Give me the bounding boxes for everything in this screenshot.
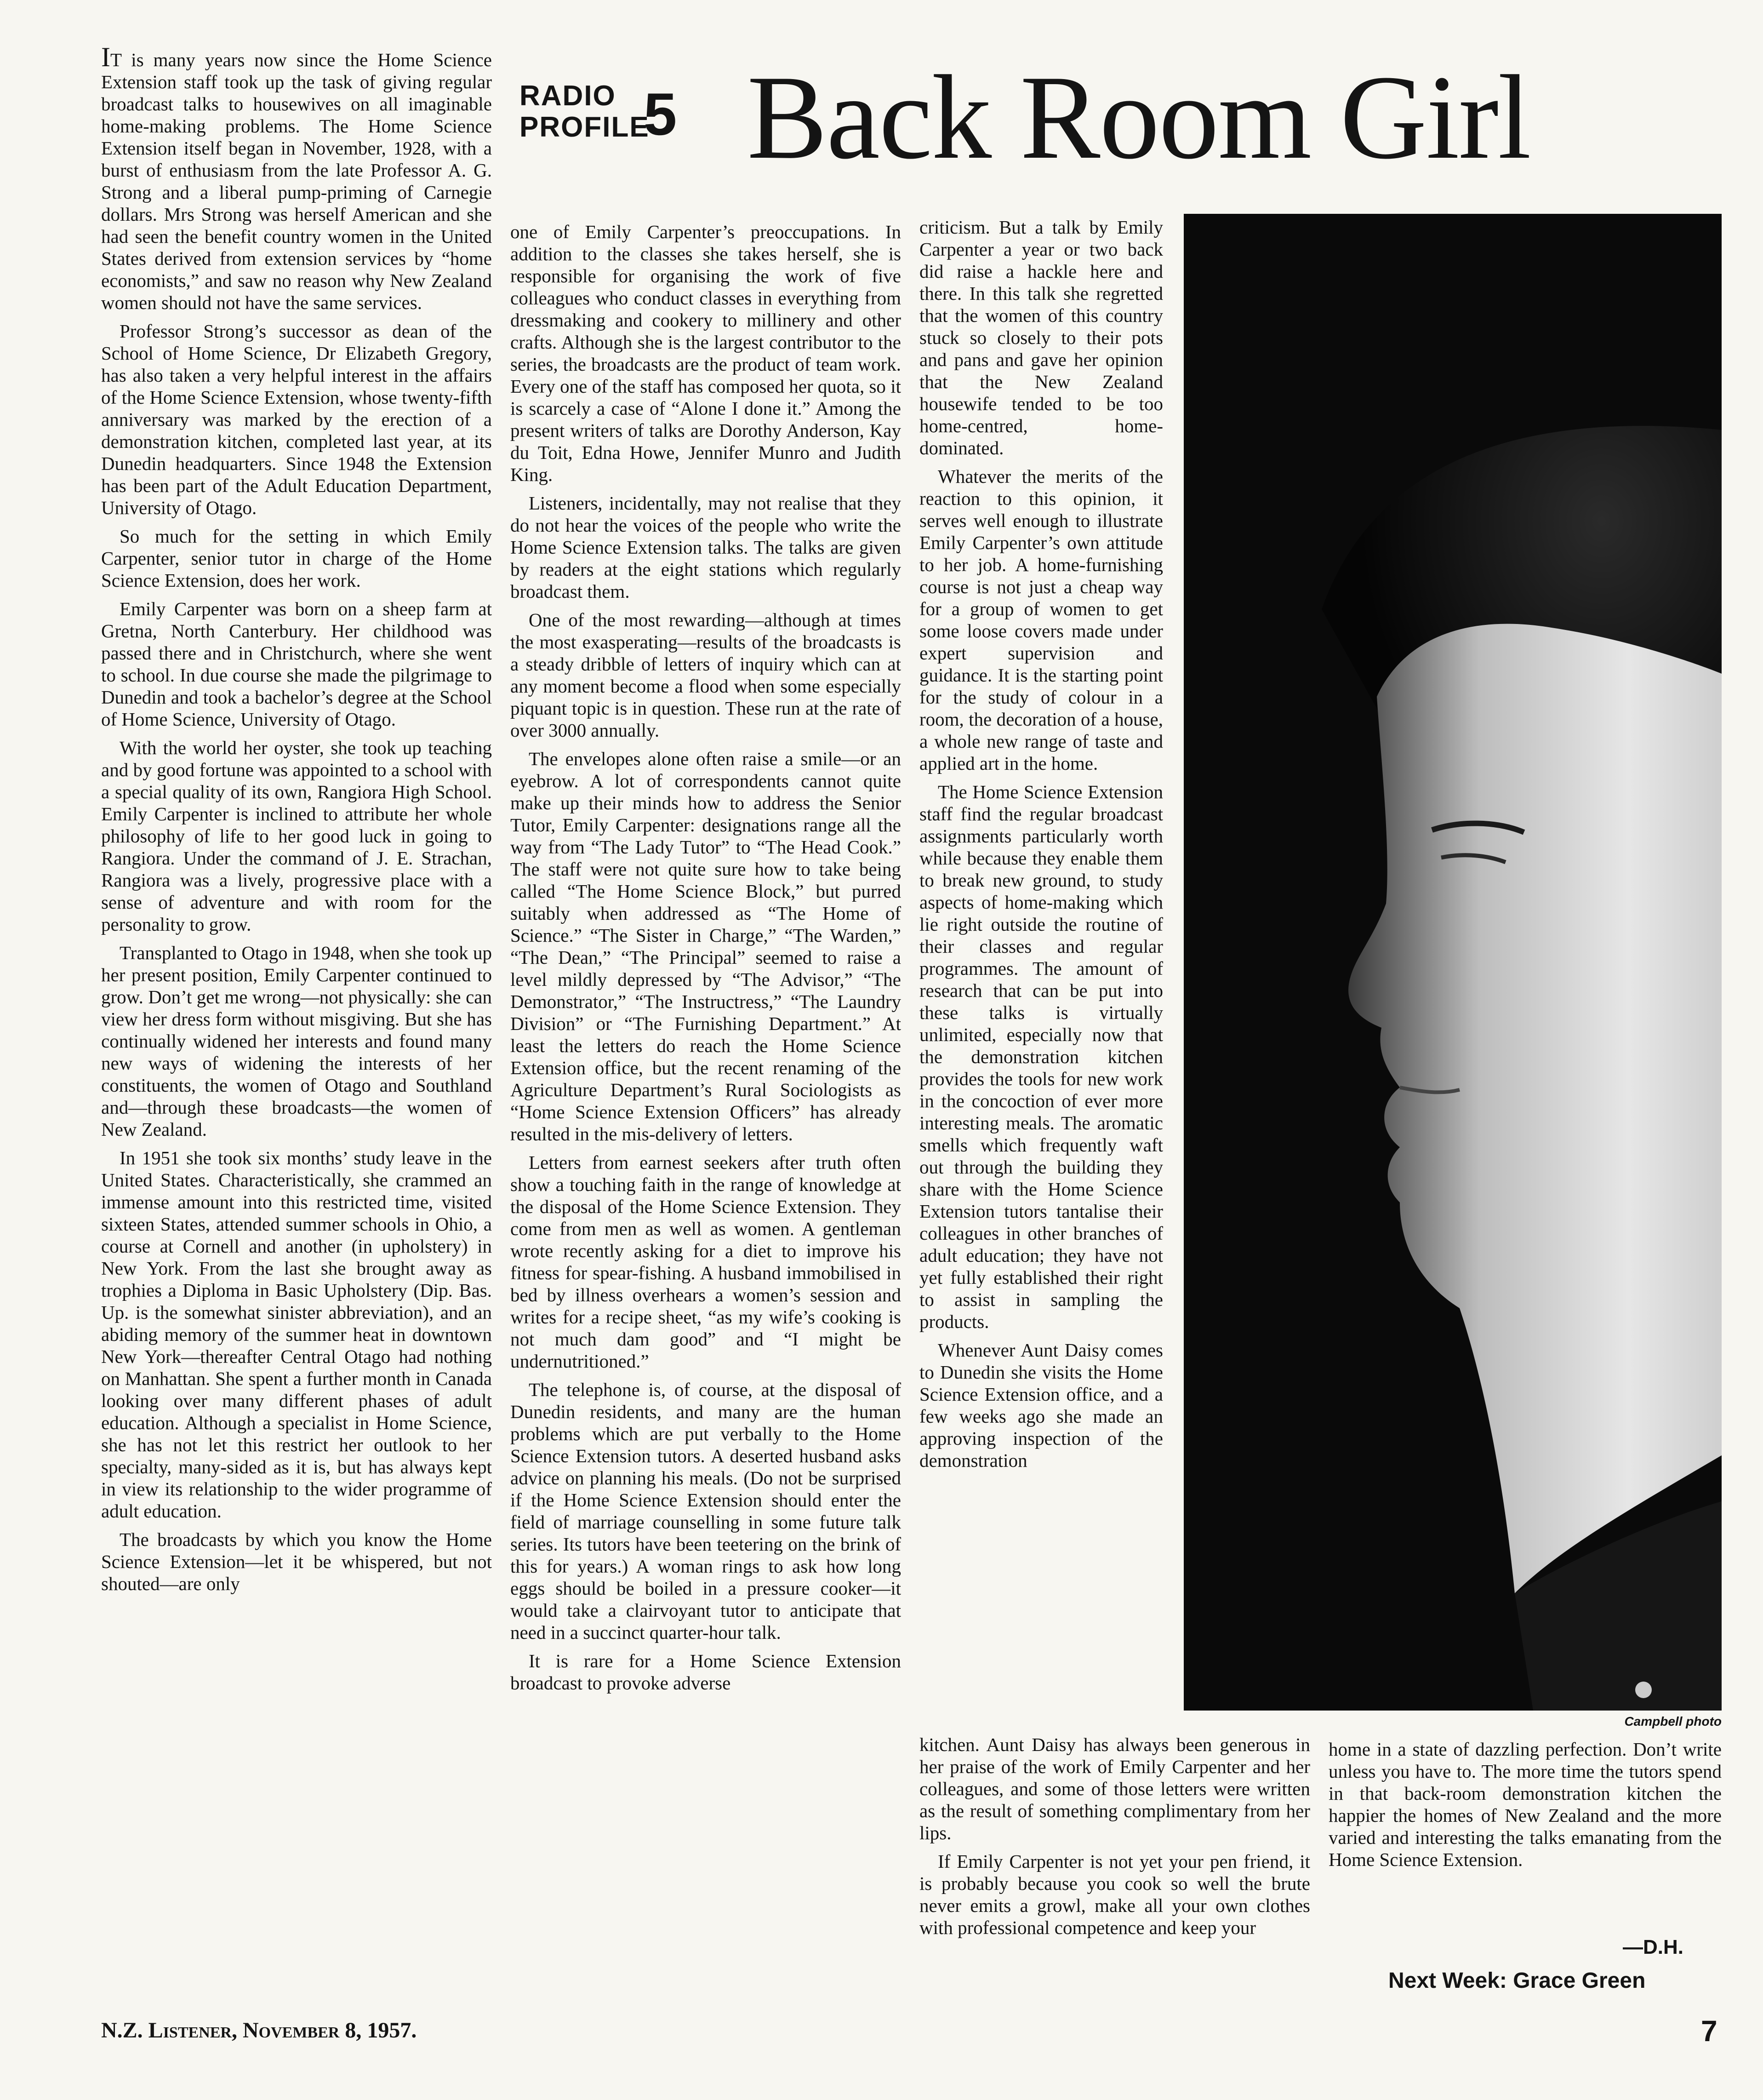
article-paragraph: IT is many years now since the Home Science Extension staff took up the task of giving regular broadcast talks to housewives on all imaginable home-making problems. The Home Science Extension itself began in November, 1928, with a burst of enthusiasm from the late Professor A. G. Strong and a liberal pump-priming of Carnegie dollars. Mrs Strong was herself American and she had seen the benefit country women in the United States derived from extension services by “home economists,” and saw no reason why New Zealand women should not have the same services. [101, 42, 492, 313]
article-paragraph: criticism. But a talk by Emily Carpenter a year or two back did raise a hackle here and there. In this talk she regretted that the women of this country stuck so closely to their pots and pans and gave her opinion that the New Zealand housewife tended to be too home-centred, home-dominated. [919, 217, 1163, 458]
photo-credit: Campbell photo [1624, 1714, 1722, 1728]
article-paragraph: Emily Carpenter was born on a sheep farm at Gretna, North Canterbury. Her childhood was passed there and in Christchurch, where she went to school. In due course she made the pilgrimage to Dunedin and took a bachelor’s degree at the School of Home Science, University of Otago. [101, 598, 492, 730]
article-paragraph: It is rare for a Home Science Extension broadcast to provoke adverse [510, 1650, 901, 1694]
article-paragraph: With the world her oyster, she took up teaching and by good fortune was appointed to a school with a special quality of its own, Rangiora High School. Emily Carpenter is inclined to attribute her whole philosophy of life to her good luck in going to Rangiora. Under the command of J. E. Strachan, Rangiora was a lively, progressive place with a sense of adventure and with room for the personality to grow. [101, 737, 492, 935]
profile-portrait-image [1184, 214, 1722, 1711]
publication-footer: N.Z. Listener, November 8, 1957. [101, 2018, 417, 2043]
portrait-photo [1184, 214, 1722, 1711]
article-column-3 [919, 216, 1163, 1478]
article-paragraph: The envelopes alone often raise a smile—or an eyebrow. A lot of correspondents cannot quite make up their minds how to address the Senior Tutor, Emily Carpenter: designations range all the way from “The Lady Tutor” to “The Head Cook.” The staff were not quite sure how to take being called “The Home Science Block,” but purred suitably when addressed as “The Home of Science.” “The Sister in Charge,” “The Warden,” “The Dean,” “The Principal” seemed to raise a level mildly depressed by “The Advisor,” “The Demonstrator,” “The Instructress,” “The Laundry Division” or “The Furnishing Department.” At least the letters do reach the Home Science Extension office, but the recent renaming of the Agriculture Department’s Rural Sociologists as “Home Science Extension Officers” has already resulted in the mis-delivery of letters. [510, 748, 901, 1144]
article-headline: Back Room Girl [747, 51, 1530, 184]
article-paragraph: kitchen. Aunt Daisy has always been generous in her praise of the work of Emily Carpenter and her colleagues, and some of those letters were written as the result of something complimentary from her lips. [919, 1734, 1310, 1843]
kicker-line-profile: PROFILE [519, 111, 650, 143]
article-paragraph: home in a state of dazzling perfection. Don’t write unless you have to. The more time the tutors spend in that back-room demonstration kitchen the happier the homes of New Zealand and the more varied and interesting the talks emanating from the Home Science Extension. [1329, 1739, 1722, 1870]
article-column-3-continued [919, 1734, 1310, 1945]
kicker-line-radio: RADIO [519, 80, 616, 112]
article-paragraph: Listeners, incidentally, may not realise that they do not hear the voices of the people who write the Home Science Extension talks. The talks are given by readers at the eight stations which regularly broadcast them. [510, 492, 901, 602]
article-paragraph: Whenever Aunt Daisy comes to Dunedin she visits the Home Science Extension office, and a few weeks ago she made an approving inspection of the demonstration [919, 1339, 1163, 1471]
page-number: 7 [1701, 2014, 1717, 2048]
article-column-4 [1329, 1738, 1722, 1877]
article-paragraph: One of the most rewarding—although at times the most exasperating—results of the broadcasts is a steady dribble of letters of inquiry which can at any moment become a flood when some especially piquant topic is in question. These run at the rate of over 3000 annually. [510, 609, 901, 741]
next-week-teaser: Next Week: Grace Green [1388, 1968, 1646, 1993]
article-paragraph: Professor Strong’s successor as dean of the School of Home Science, Dr Elizabeth Gregory, has also taken a very helpful interest in the affairs of the Home Science Extension, whose twenty-fifth anniversary was marked by the erection of a demonstration kitchen, completed last year, at its Dunedin headquarters. Since 1948 the Extension has been part of the Adult Education Department, University of Otago. [101, 320, 492, 518]
author-signature: —D.H. [1623, 1936, 1683, 1958]
article-paragraph: one of Emily Carpenter’s preoccupations. In addition to the classes she takes herself, she is responsible for organising the work of five colleagues who conduct classes in everything from dressmaking and cookery to millinery and other crafts. Although she is the largest contributor to the series, the broadcasts are the product of team work. Every one of the staff has composed her quota, so it is scarcely a case of “Alone I done it.” Among the present writers of talks are Dorothy Anderson, Kay du Toit, Edna Howe, Jennifer Munro and Judith King. [510, 221, 901, 485]
article-paragraph: Transplanted to Otago in 1948, when she took up her present position, Emily Carpenter continued to grow. Don’t get me wrong—not physically: she can view her dress form without misgiving. But she has continually widened her interests and found many new ways of widening the interests of her constituents, the women of Otago and Southland and—through these broadcasts—the women of New Zealand. [101, 942, 492, 1140]
radio-profile-kicker [519, 80, 678, 148]
article-paragraph: If Emily Carpenter is not yet your pen friend, it is probably because you cook so well the brute never emits a growl, make all your own clothes with professional competence and keep your [919, 1851, 1310, 1938]
article-paragraph: So much for the setting in which Emily Carpenter, senior tutor in charge of the Home Science Extension, does her work. [101, 526, 492, 591]
article-paragraph: The Home Science Extension staff find the regular broadcast assignments particularly worth while because they enable them to break new ground, to study aspects of home-making which lie right outside the routine of their classes and regular programmes. The amount of research that can be put into these talks is virtually unlimited, especially now that the demonstration kitchen provides the tools for new work in the concoction of ever more interesting meals. The aromatic smells which frequently waft out through the building they share with the Home Science Extension tutors tantalise their colleagues in other branches of adult education; they have not yet fully established their right to assist in sampling the products. [919, 781, 1163, 1332]
kicker-number: 5 [644, 80, 678, 148]
article-paragraph: The broadcasts by which you know the Home Science Extension—let it be whispered, but not shouted—are only [101, 1529, 492, 1594]
article-paragraph: In 1951 she took six months’ study leave in the United States. Characteristically, she crammed an immense amount into this restricted time, visited sixteen States, attended summer schools in Ohio, a course at Cornell and another (in upholstery) in New York. From the last she brought away as trophies a Diploma in Basic Upholstery (Dip. Bas. Up. is the somewhat sinister abbreviation), and an abiding memory of the summer heat in downtown New York—thereafter Central Otago had nothing on Manhattan. She spent a further month in Canada looking over many different phases of adult education. Although a specialist in Home Science, she has not let this restrict her outlook to her specialty, many-sided as it is, but has always kept in view its relationship to the wider programme of adult education. [101, 1147, 492, 1522]
article-paragraph: Letters from earnest seekers after truth often show a touching faith in the range of knowledge at the disposal of the Home Science Extension. They come from men as well as women. A gentleman wrote recently asking for a diet to improve his fitness for spear-fishing. A husband immobilised in bed by illness overhears a women’s session and writes for a recipe sheet, “as my wife’s cooking is not much dam good” and “I might be undernutritioned.” [510, 1152, 901, 1372]
article-column-1 [101, 42, 492, 1601]
article-paragraph: Whatever the merits of the reaction to this opinion, it serves well enough to illustrate Emily Carpenter’s own attitude to her job. A home-furnishing course is not just a cheap way for a group of women to get some loose covers made under expert supervision and guidance. It is the starting point for the study of colour in a room, the decoration of a house, a whole new range of taste and applied art in the home. [919, 466, 1163, 774]
article-paragraph: The telephone is, of course, at the disposal of Dunedin residents, and many are the human problems which are put verbally to the Home Science Extension tutors. A deserted husband asks advice on planning his meals. (Do not be surprised if the Home Science Extension should enter the field of marriage counselling in some future talk series. Its tutors have been teetering on the brink of this for years.) A woman rings to ask how long eggs should be boiled in a pressure cooker—it would take a clairvoyant tutor to anticipate that need in a succinct quarter-hour talk. [510, 1379, 901, 1643]
article-column-2 [510, 221, 901, 1700]
